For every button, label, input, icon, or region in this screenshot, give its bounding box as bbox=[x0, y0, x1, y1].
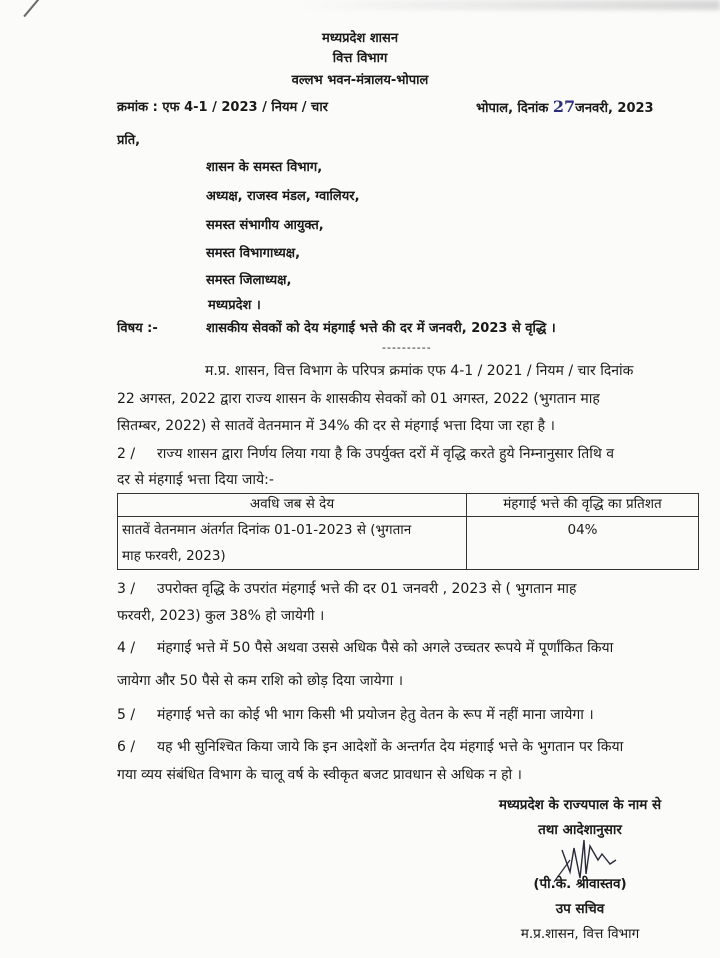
para5-line: मंहगाई भत्ते का कोई भी भाग किसी भी प्रयोजन हेतु वेतन के रूप में नहीं माना जायेगा । bbox=[157, 707, 594, 723]
para-number: 2 / bbox=[117, 446, 136, 462]
para4 bbox=[117, 638, 613, 657]
signatory-designation: उप सचिव bbox=[555, 901, 605, 917]
table-header-period: अवधि जब से देय bbox=[118, 494, 467, 517]
table-cell-period bbox=[118, 517, 467, 570]
addressee-line: समस्त संभागीय आयुक्त, bbox=[206, 218, 324, 233]
para4-line: जायेगा और 50 पैसे से कम राशि को छोड़ दिया जायेगा । bbox=[117, 673, 404, 689]
para-number: 4 / bbox=[117, 640, 136, 656]
subject-separator: ---------- bbox=[382, 341, 432, 354]
period-line: सातवें वेतनमान अंतर्गत दिनांक 01-01-2023 से (भुगतान bbox=[122, 522, 412, 538]
letterhead-government: मध्यप्रदेश शासन bbox=[321, 31, 399, 46]
para3 bbox=[117, 579, 576, 598]
para2-line: राज्य शासन द्वारा निर्णय लिया गया है कि उपर्युक्त दरों में वृद्धि करते हुये निम्नानुसार तिथि व bbox=[157, 446, 615, 462]
subject-text: शासकीय सेवकों को देय मंहगाई भत्ते की दर में जनवरी, 2023 से वृद्धि । bbox=[206, 321, 556, 336]
table-row bbox=[118, 517, 699, 570]
da-increase-table bbox=[117, 493, 699, 570]
para1-line: सितम्बर, 2022) से सातवें वेतनमान में 34% की दर से मंहगाई भत्ता दिया जा रहा है । bbox=[117, 418, 555, 434]
addressee-line: शासन के समस्त विभाग, bbox=[206, 160, 323, 175]
para4-line: मंहगाई भत्ते में 50 पैसे अथवा उससे अधिक पैसे को अगले उच्चतर रूपये में पूर्णांकित किया bbox=[157, 640, 614, 656]
para-number: 3 / bbox=[117, 581, 136, 597]
addressee-line: समस्त जिलाध्यक्ष, bbox=[206, 273, 292, 288]
table-header-row bbox=[118, 494, 699, 517]
corner-pen-mark bbox=[23, 0, 41, 17]
para-number: 5 / bbox=[117, 707, 136, 723]
para1-line: 22 अगस्त, 2022 द्वारा राज्य शासन के शासकीय सेवकों को 01 अगस्त, 2022 (भुगतान माह bbox=[117, 391, 600, 407]
para3-line: उपरोक्त वृद्धि के उपरांत मंहगाई भत्ते की दर 01 जनवरी , 2023 से ( भुगतान माह bbox=[157, 581, 577, 597]
place-date-prefix: भोपाल, दिनांक bbox=[476, 101, 549, 116]
place-date bbox=[476, 97, 654, 116]
para6-line: गया व्यय संबंधित विभाग के चालू वर्ष के स्वीकृत बजट प्रावधान से अधिक न हो । bbox=[117, 767, 522, 783]
prati-label: प्रति, bbox=[117, 133, 141, 148]
table-header-percent: मंहगाई भत्ते की वृद्धि का प्रतिशत bbox=[467, 494, 699, 517]
signature-order-line: तथा आदेशानुसार bbox=[538, 822, 622, 838]
table-cell-percent: 04% bbox=[467, 517, 699, 570]
reference-number: क्रमांक : एफ 4-1 / 2023 / नियम / चार bbox=[117, 100, 328, 115]
para1-line: म.प्र. शासन, वित्त विभाग के परिपत्र क्रमांक एफ 4-1 / 2021 / नियम / चार दिनांक bbox=[205, 363, 634, 379]
letterhead-department: वित्त विभाग bbox=[332, 51, 388, 66]
signatory-name: (पी.के. श्रीवास्तव) bbox=[533, 876, 627, 892]
subject-label: विषय :- bbox=[117, 321, 158, 336]
addressee-line: समस्त विभागाध्यक्ष, bbox=[206, 246, 301, 261]
period-line: माह फरवरी, 2023) bbox=[122, 548, 226, 564]
para6-line: यह भी सुनिश्चित किया जाये कि इन आदेशों के अन्तर्गत देय मंहगाई भत्ते के भुगतान पर किया bbox=[157, 739, 624, 755]
para3-line: फरवरी, 2023) कुल 38% हो जायेगी । bbox=[117, 608, 325, 624]
signature-authority-line: मध्यप्रदेश के राज्यपाल के नाम से bbox=[498, 797, 662, 813]
letterhead-address: वल्लभ भवन-मंत्रालय-भोपाल bbox=[291, 73, 429, 88]
date-suffix: जनवरी, 2023 bbox=[575, 101, 654, 116]
signatory-office: म.प्र.शासन, वित्त विभाग bbox=[520, 926, 640, 942]
handwritten-day: 27 bbox=[552, 97, 576, 116]
para2 bbox=[117, 444, 614, 463]
para2-line: दर से मंहगाई भत्ता दिया जाये:- bbox=[117, 472, 274, 488]
addressee-line: अध्यक्ष, राजस्व मंडल, ग्वालियर, bbox=[206, 189, 360, 204]
para5 bbox=[117, 705, 594, 724]
para6 bbox=[117, 737, 623, 756]
scan-shadow bbox=[300, 0, 720, 10]
addressee-line: मध्यप्रदेश । bbox=[208, 298, 261, 313]
para-number: 6 / bbox=[117, 739, 136, 755]
